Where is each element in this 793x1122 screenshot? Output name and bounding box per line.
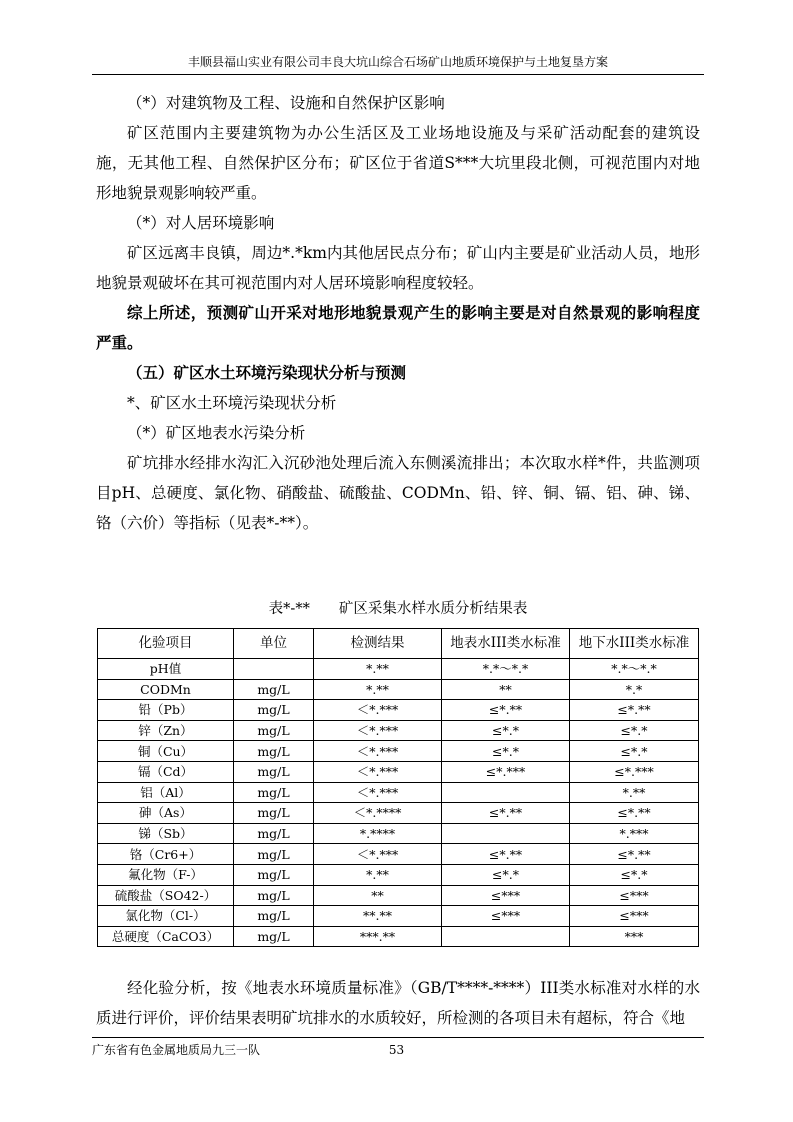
table-cell: pH值 xyxy=(98,659,234,680)
table-cell: **.** xyxy=(314,906,442,927)
table-row xyxy=(98,761,699,782)
table-cell: 铜（Cu） xyxy=(98,741,234,762)
table-cell: ≤*** xyxy=(442,885,570,906)
table-cell: ***.** xyxy=(314,926,442,947)
table-cell: *** xyxy=(570,926,699,947)
table-cell: ** xyxy=(314,885,442,906)
table-cell: ＜*.**** xyxy=(314,803,442,824)
footer-rule xyxy=(92,1037,704,1038)
table-cell: mg/L xyxy=(234,864,314,885)
table-row xyxy=(98,679,699,700)
table-cell: CODMn xyxy=(98,679,234,700)
paragraph-sampling: 矿坑排水经排水沟汇入沉砂池处理后流入东侧溪流排出；本次取水样*件，共监测项目pH、总硬度、氯化物、硝酸盐、硫酸盐、CODMn、铅、锌、铜、镉、铝、砷、锑、铬（六价）等指标（见表*-**）。 xyxy=(96,454,700,532)
table-cell: mg/L xyxy=(234,926,314,947)
table-cell: ** xyxy=(442,679,570,700)
header-cell: 单位 xyxy=(234,629,314,659)
table-cell: ≤*** xyxy=(570,906,699,927)
table-cell: ≤*.*** xyxy=(570,761,699,782)
table-cell: mg/L xyxy=(234,741,314,762)
table-cell: 总硬度（CaCO3） xyxy=(98,926,234,947)
subsection-heading-status: *、矿区水土环境污染现状分析 xyxy=(127,394,337,412)
table-cell: 锑（Sb） xyxy=(98,823,234,844)
paragraph-buildings: 矿区范围内主要建筑物为办公生活区及工业场地设施及与采矿活动配套的建筑设施，无其他工程、自然保护区分布；矿区位于省道S***大坑里段北侧，可视范围内对地形地貌景观影响较严重。 xyxy=(96,124,700,202)
table-row xyxy=(98,720,699,741)
table-cell: ≤*.* xyxy=(570,864,699,885)
table-cell xyxy=(442,823,570,844)
table-cell: *.*～*.* xyxy=(570,659,699,680)
spacer xyxy=(96,538,700,598)
table-cell: mg/L xyxy=(234,679,314,700)
table-cell: mg/L xyxy=(234,803,314,824)
subsection-heading-buildings: （*）对建筑物及工程、设施和自然保护区影响 xyxy=(127,94,445,112)
water-quality-table xyxy=(97,628,699,947)
table-cell: ≤*.* xyxy=(570,720,699,741)
table-body xyxy=(98,659,699,947)
table-cell: ≤*.** xyxy=(442,803,570,824)
header-cell: 化验项目 xyxy=(98,629,234,659)
table-cell: *.*** xyxy=(570,823,699,844)
table-cell: 锌（Zn） xyxy=(98,720,234,741)
paragraph-evaluation: 经化验分析，按《地表水环境质量标准》（GB/T****-****）III类水标准对水样的水质进行评价，评价结果表明矿坑排水的水质较好，所检测的各项目未有超标，符合《地 xyxy=(96,979,700,1028)
table-cell: *.*～*.* xyxy=(442,659,570,680)
paragraph-summary: 综上所述，预测矿山开采对地形地貌景观产生的影响主要是对自然景观的影响程度严重。 xyxy=(96,303,700,352)
paragraph-residential: 矿区远离丰良镇，周边*.*km内其他居民点分布；矿山内主要是矿业活动人员，地形地貌景观破坏在其可视范围内对人居环境影响程度较轻。 xyxy=(96,244,700,292)
page-body xyxy=(96,88,700,1033)
table-cell: ≤*** xyxy=(570,885,699,906)
table-cell xyxy=(442,926,570,947)
table-cell: ≤*.** xyxy=(442,844,570,865)
table-cell: ＜*.*** xyxy=(314,761,442,782)
table-cell: *.** xyxy=(570,782,699,803)
table-row xyxy=(98,803,699,824)
header-cell: 地表水III类水标准 xyxy=(442,629,570,659)
table-cell: *.** xyxy=(314,864,442,885)
table-cell xyxy=(442,782,570,803)
table-cell: ＜*.*** xyxy=(314,720,442,741)
page-number: 53 xyxy=(388,1043,405,1057)
table-row xyxy=(98,782,699,803)
table-cell: ＜*.*** xyxy=(314,741,442,762)
table-cell: 氯化物（Cl-） xyxy=(98,906,234,927)
table-cell: ＜*.*** xyxy=(314,844,442,865)
table-cell xyxy=(234,659,314,680)
table-cell: ≤*.* xyxy=(442,741,570,762)
table-row xyxy=(98,659,699,680)
table-cell: 铝（Al） xyxy=(98,782,234,803)
table-cell: 氟化物（F-） xyxy=(98,864,234,885)
table-cell: 镉（Cd） xyxy=(98,761,234,782)
subsection-heading-surface-water: （*）矿区地表水污染分析 xyxy=(127,424,306,442)
table-row xyxy=(98,700,699,721)
table-cell: *.** xyxy=(314,659,442,680)
table-cell: ＜*.*** xyxy=(314,782,442,803)
table-row xyxy=(98,741,699,762)
table-cell: ≤*.* xyxy=(442,864,570,885)
table-cell: mg/L xyxy=(234,885,314,906)
table-row xyxy=(98,823,699,844)
table-cell: ≤*.** xyxy=(442,700,570,721)
table-cell: ≤*.* xyxy=(442,720,570,741)
table-cell: mg/L xyxy=(234,700,314,721)
table-row xyxy=(98,906,699,927)
table-cell: ＜*.*** xyxy=(314,700,442,721)
table-cell: ≤*.*** xyxy=(442,761,570,782)
table-cell: *.**** xyxy=(314,823,442,844)
table-cell: ≤*.** xyxy=(570,803,699,824)
table-cell: ≤*** xyxy=(442,906,570,927)
header-title: 丰顺县福山实业有限公司丰良大坑山综合石场矿山地质环境保护与土地复垦方案 xyxy=(187,55,608,69)
table-row xyxy=(98,926,699,947)
table-cell: 铅（Pb） xyxy=(98,700,234,721)
table-cell: *.** xyxy=(314,679,442,700)
footer-org: 广东省有色金属地质局九三一队 xyxy=(92,1043,261,1057)
table-header-row xyxy=(98,629,699,659)
table-row xyxy=(98,844,699,865)
table-cell: mg/L xyxy=(234,823,314,844)
table-row xyxy=(98,864,699,885)
subsection-heading-residential: （*）对人居环境影响 xyxy=(127,214,275,232)
table-cell: mg/L xyxy=(234,782,314,803)
table-cell: *.* xyxy=(570,679,699,700)
table-cell: mg/L xyxy=(234,761,314,782)
section-heading-pollution: （五）矿区水土环境污染现状分析与预测 xyxy=(127,363,407,382)
table-cell: 铬（Cr6+） xyxy=(98,844,234,865)
table-cell: 砷（As） xyxy=(98,803,234,824)
table-cell: ≤*.* xyxy=(570,741,699,762)
table-cell: 硫酸盐（SO42-） xyxy=(98,885,234,906)
table-cell: ≤*.** xyxy=(570,700,699,721)
table-cell: mg/L xyxy=(234,844,314,865)
table-cell: mg/L xyxy=(234,906,314,927)
table-row xyxy=(98,885,699,906)
table-cell: mg/L xyxy=(234,720,314,741)
table-cell: ≤*.** xyxy=(570,844,699,865)
table-caption: 表*-** 矿区采集水样水质分析结果表 xyxy=(268,601,528,617)
header-cell: 地下水III类水标准 xyxy=(570,629,699,659)
header-rule xyxy=(92,74,704,75)
header-cell: 检测结果 xyxy=(314,629,442,659)
